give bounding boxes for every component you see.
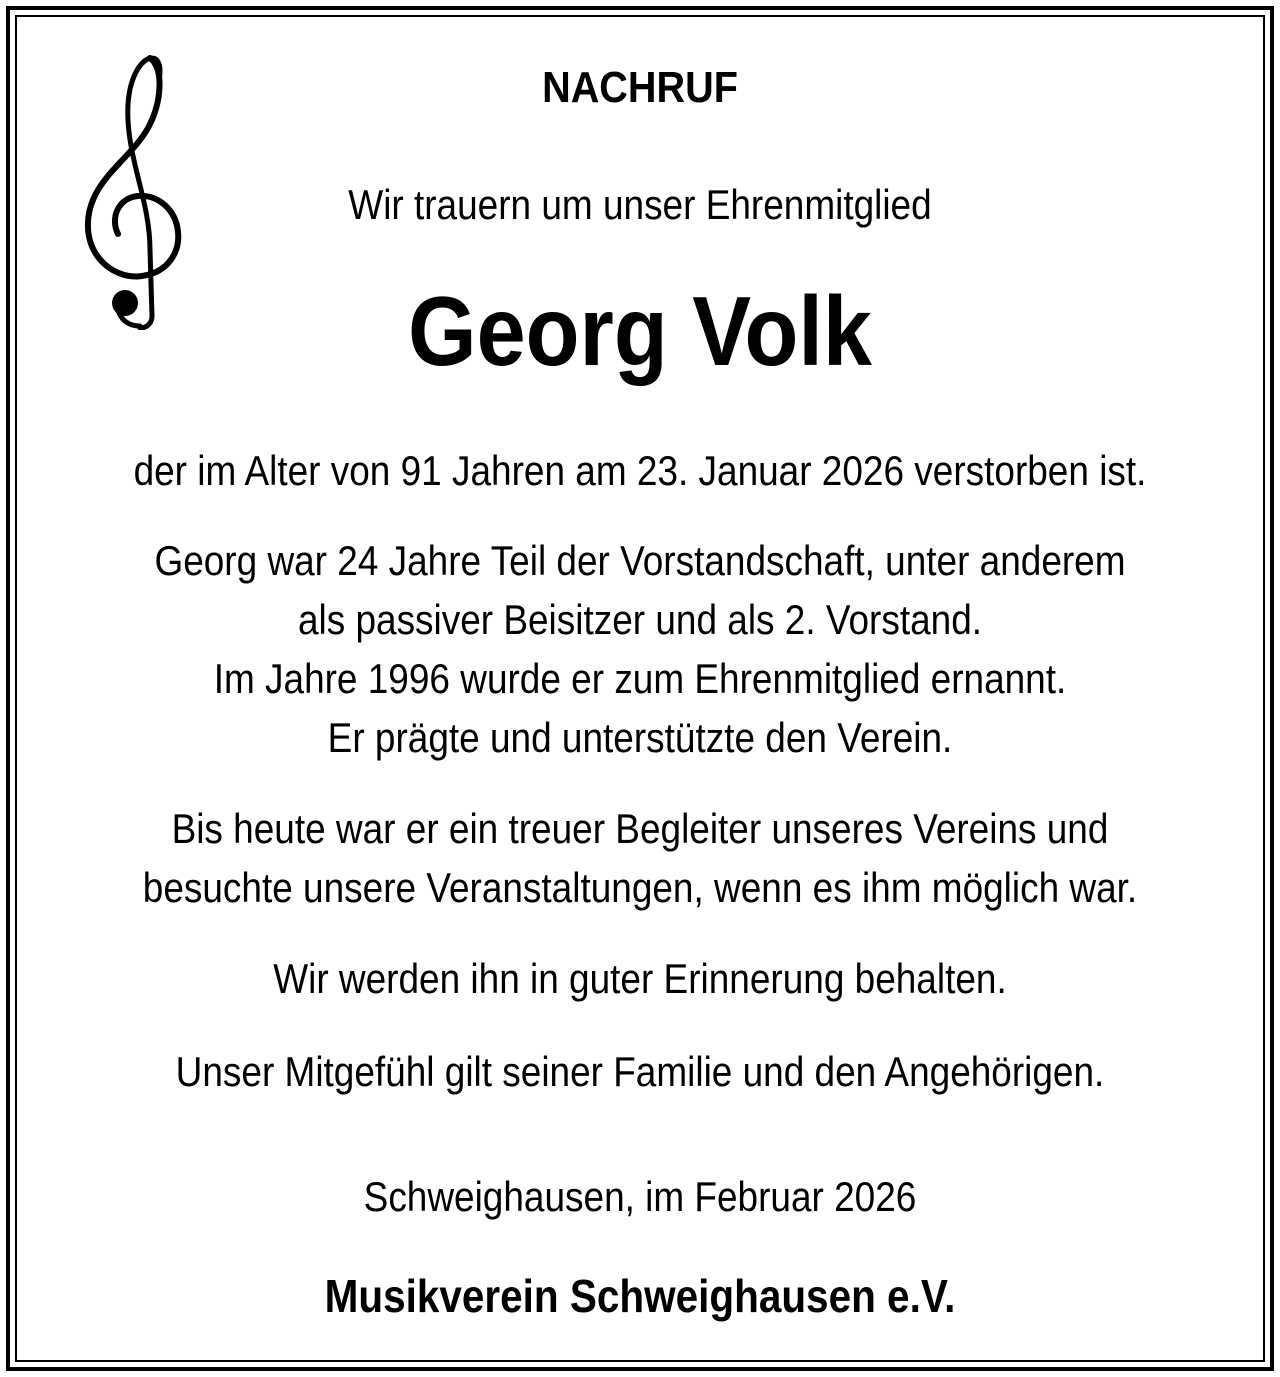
remembrance-line: Wir werden ihn in guter Erinnerung behalten. bbox=[273, 955, 1007, 1002]
notice-intro: Wir trauern um unser Ehrenmitglied bbox=[348, 181, 932, 228]
paragraph-1-line-3: Im Jahre 1996 wurde er zum Ehrenmitglied ernannt. bbox=[213, 655, 1067, 702]
place-date: Schweighausen, im Februar 2026 bbox=[363, 1173, 917, 1220]
deceased-name: Georg Volk bbox=[408, 276, 872, 386]
death-line: der im Alter von 91 Jahren am 23. Januar 2026 verstorben ist. bbox=[133, 447, 1147, 494]
notice-heading: NACHRUF bbox=[542, 63, 738, 112]
signature-organization: Musikverein Schweighausen e.V. bbox=[324, 1270, 956, 1322]
paragraph-2-line-2: besuchte unsere Veranstaltungen, wenn es ihm möglich war. bbox=[142, 864, 1138, 911]
paragraph-1-line-4: Er prägte und unterstützte den Verein. bbox=[327, 714, 953, 761]
condolence-line: Unser Mitgefühl gilt seiner Familie und den Angehörigen. bbox=[175, 1048, 1105, 1095]
paragraph-1-line-2: als passiver Beisitzer und als 2. Vorstand. bbox=[297, 596, 983, 643]
paragraph-1-line-1: Georg war 24 Jahre Teil der Vorstandschaft, unter anderem bbox=[154, 537, 1126, 584]
paragraph-2-line-1: Bis heute war er ein treuer Begleiter unseres Vereins und bbox=[171, 805, 1109, 852]
